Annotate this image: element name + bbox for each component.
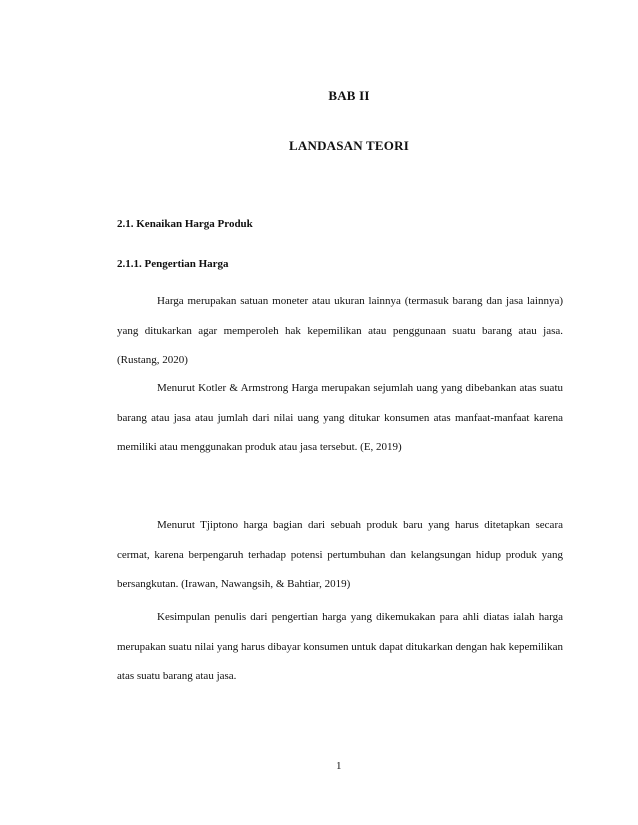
paragraph-kotler: Menurut Kotler & Armstrong Harga merupakan sejumlah uang yang dibebankan atas suatu barang atau jasa atau jumlah dari nilai uang yang ditukar konsumen atas manfaat-manfaat karena memiliki atau menggunakan produk atau jasa tersebut. (E, 2019) bbox=[117, 382, 563, 453]
section-heading: 2.1. Kenaikan Harga Produk bbox=[117, 218, 253, 230]
subsection-heading: 2.1.1. Pengertian Harga bbox=[117, 258, 229, 270]
paragraph-definition: Harga merupakan satuan moneter atau ukuran lainnya (termasuk barang dan jasa lainnya) yang ditukarkan agar memperoleh hak kepemilikan atau penggunaan suatu barang atau jasa.(Rustang, 2020) bbox=[117, 295, 563, 366]
chapter-number: BAB II bbox=[328, 88, 370, 103]
chapter-title: LANDASAN TEORI bbox=[289, 138, 409, 153]
page-number: 1 bbox=[336, 760, 342, 772]
paragraph-tjiptono: Menurut Tjiptono harga bagian dari sebuah produk baru yang harus ditetapkan secara cermat, karena berpengaruh terhadap potensi pertumbuhan dan kelangsungan hidup produk yang bersangkutan. (Irawan, Nawangsih, & Bahtiar, 2019) bbox=[117, 519, 563, 590]
paragraph-conclusion: Kesimpulan penulis dari pengertian harga yang dikemukakan para ahli diatas ialah harga merupakan suatu nilai yang harus dibayar konsumen untuk dapat ditukarkan dengan hak kepemilikan atas suatu barang atau jasa. bbox=[117, 611, 563, 682]
